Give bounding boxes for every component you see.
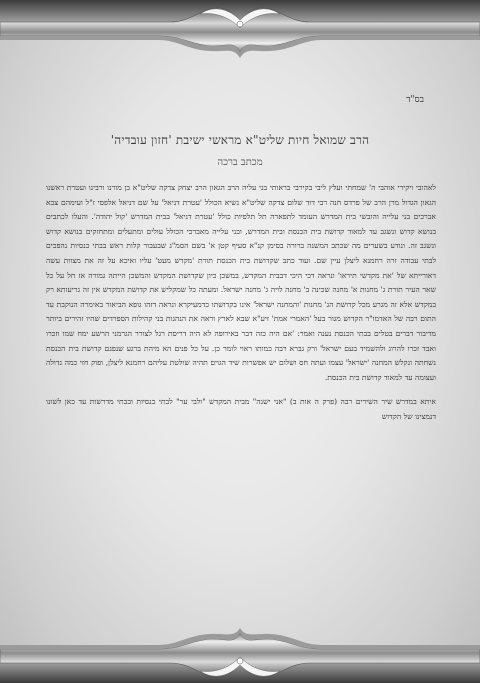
letter-subtitle: מכתב ברכה	[217, 157, 263, 168]
body-paragraph-2: איתא במדרש שיר השירים רבה (פרק ה אות ב) "אני ישנה" מבית המקדש "ולבי ער" לבתי כנסיות ובבתי מדרשות עד כאן לשונו דנמצינו של הקדוש	[46, 397, 436, 421]
ornate-frame-top	[0, 0, 480, 62]
letter-body	[46, 181, 436, 435]
letter-title: הרב שמואל חיות שליט"א מראשי ישיבת 'חזון עובדיה'	[110, 133, 370, 147]
bsd-header: בס"ד	[406, 95, 424, 105]
body-paragraph-1: לאהובי ויקירי אוהבי ה' שמחתי ועלץ ליבי בקירבי בראותי בני עליה הרב הגאון הרב יצחק צדקה שליט"א בן מורנו ורבינו ועטרת ראשנו הגאון הגדול מרן הרב של פרדס חנה רבי דוד שלום צדקה שליט"א נשיא הכולל 'עטרת דניאל' על שם דניאל אלפסי ז"ל ועימהם צבא אברכים בני עלייה והובשי בית המדרש העומד לתפארה תל תלפיות כולל 'עטרת דניאל' בבית המדרש 'קול יהודה'. והעלו לכתבים בנושא קדוש ונשגב עד למאוד קדושת בית הכנסת ובית המדרש, ובני עלייה מאברכי הכולל עולים ומתעלים ומתחזקים בנושא קדוש ונשגב זה. ונודע בשערים מה שכתב המשנה ברורה בסימן קנ"א סעיף קטן א' בשם הסמ"ג שבעבור קלות ראש בבתי כנסיות נהפכים לבתי עבודה זרה רחמנא ליצלן עיין שם. ועוד כתב שקדושת בית הכנסת תורת 'מקדש מעט' עליו ואיכא על זה את מצוות עשה דאורייתא של 'את מקדשי תיראו' ונראה דכי היכי דבבית המקדש, במשכן כיון שקדושת המקדש והמשכן הייתה גמורה אז חל על כל שאר העיר תורת ג' מחנות א' מחנה שכינה ב' מחנה לויה ג' מחנה ישראל. ומעתה כל שמקליש את קדושת המקדש אין זה גריעותא רק במקדש אלא זה מגרע מכל קדושת הג' מחנות 'והמחנה ישראל' אינו בקדושתו כדמעיקרא ונראה דזהו גופא הביאור באימרה הנוקבת עד התום רבה של האדמו"ר הקדוש מגור בעל 'האמרי אמת' זיע"א שבא לארץ וראה את הנהגות בני קהילות הספרדים שהיו זהירים ביותר מדיבור דברים בטלים בבתי הכנסת נענה ואמר: 'אם היה כזה דבר באירופה לא היה דריסת רגל לצורר הגרמני הרשע ימח שמו וזכרו ואבד זכרו להרוג ולהשמיד בעם ישראל' ורק גברא רבה כמותו ראוי לומר כן. על כל פנים הא מיהת ברגע שנפגם קדושת בית הכנסת נשחתה ונקלש המחנה 'ישראל' עצמו ועתה חס ושלום יש אפשרות שיד הגוים תהיה שולטת עליהם רחמנא ליצלן, ופוק חזי כמה גדולה ועצומה עד למאוד קדושת בית הכנסת.	[46, 183, 436, 382]
ornate-frame-bottom	[0, 625, 480, 683]
